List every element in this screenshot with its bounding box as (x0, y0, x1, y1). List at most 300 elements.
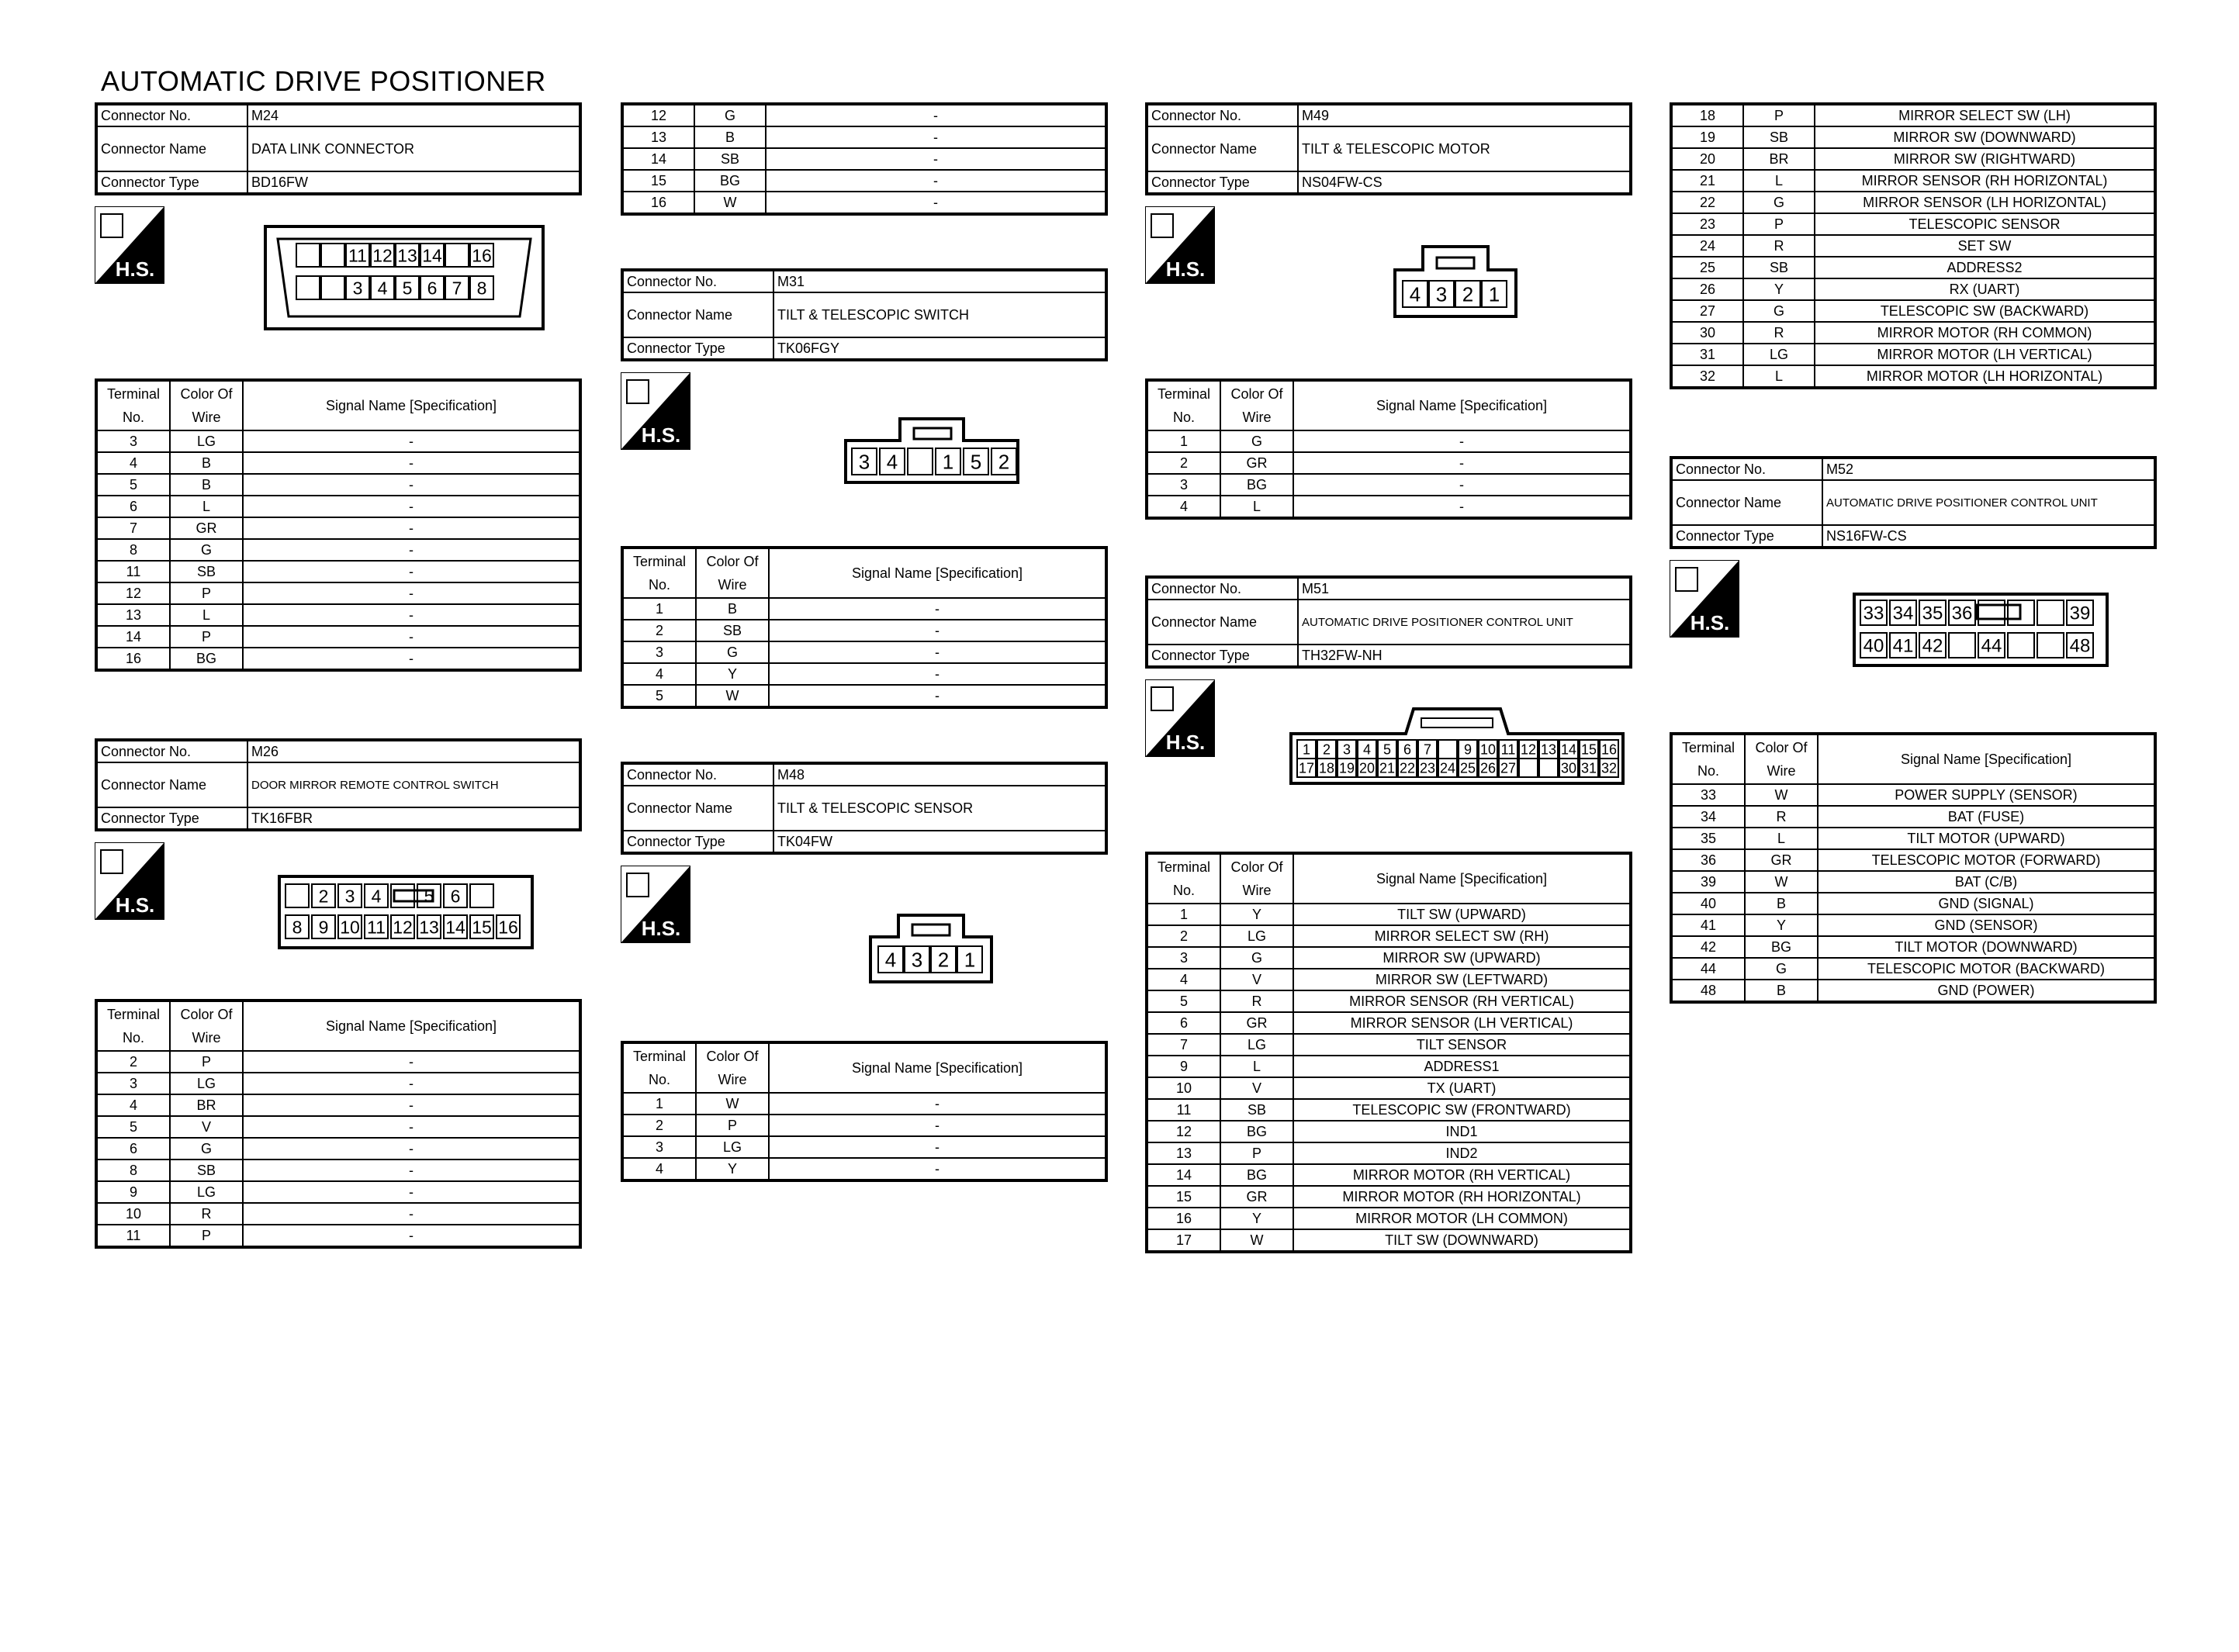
table-row (1147, 1099, 1631, 1121)
terminal-no-cell: 7 (1147, 1034, 1220, 1056)
signal-name-header: Signal Name [Specification] (769, 1042, 1106, 1093)
harness-side-icon (621, 866, 690, 943)
wire-color-cell: Y (696, 1158, 769, 1180)
color-of-wire-header: Color Of Wire (170, 1001, 243, 1051)
signal-name-cell: - (1293, 474, 1631, 496)
connector-pin-cell (1438, 740, 1457, 759)
terminal-no-cell: 3 (96, 1073, 170, 1094)
connector-m52-block (1670, 456, 2157, 1004)
table-row (96, 474, 580, 496)
signal-name-cell: - (769, 641, 1106, 663)
wire-color-cell: P (1743, 104, 1815, 126)
terminal-no-cell: 15 (1147, 1186, 1220, 1208)
table-row (622, 641, 1106, 663)
connector-type-value: BD16FW (247, 171, 580, 194)
connector-name-value: TILT & TELESCOPIC MOTOR (1298, 126, 1631, 171)
terminal-no-cell: 13 (96, 604, 170, 626)
color-of-wire-header: Color Of Wire (170, 380, 243, 430)
connector-m49-face (1393, 245, 1517, 318)
signal-name-cell: TELESCOPIC SW (BACKWARD) (1815, 300, 2155, 322)
connector-pin-number: 11 (348, 245, 367, 266)
connector-no-label: Connector No. (96, 104, 247, 126)
connector-name-label: Connector Name (1671, 480, 1822, 525)
connector-pin-number: 39 (2069, 603, 2091, 624)
terminal-no-cell: 19 (1671, 126, 1743, 148)
connector-pin-number: 3 (1342, 741, 1351, 758)
terminal-no-cell: 3 (622, 641, 696, 663)
connector-pin-number: 4 (1409, 282, 1421, 306)
connector-pin-number: 3 (858, 450, 870, 474)
connector-pin-number: 12 (393, 917, 413, 938)
terminal-no-cell: 11 (96, 561, 170, 582)
terminal-no-cell: 3 (96, 430, 170, 452)
connector-pin-number: 4 (884, 948, 897, 972)
wire-color-cell: BG (1220, 474, 1293, 496)
connector-pin-number: 5 (402, 278, 413, 299)
signal-name-cell: - (243, 430, 580, 452)
signal-name-cell: MIRROR SW (DOWNWARD) (1815, 126, 2155, 148)
signal-name-cell: - (769, 663, 1106, 685)
wire-color-cell: L (1743, 170, 1815, 192)
wire-color-cell: SB (1220, 1099, 1293, 1121)
connector-type-label: Connector Type (96, 171, 247, 194)
connector-pin-number: 13 (1540, 741, 1557, 758)
hs-label: H.S. (115, 257, 155, 281)
signal-name-cell: - (1293, 430, 1631, 452)
wire-color-cell: G (1743, 300, 1815, 322)
signal-name-cell: - (243, 648, 580, 670)
connector-pin-cell (445, 244, 469, 267)
connector-no-value: M24 (247, 104, 580, 126)
terminal-table (1670, 732, 2157, 1004)
connector-type-value: NS16FW-CS (1822, 525, 2155, 548)
hs-label: H.S. (1690, 611, 1730, 634)
terminal-no-cell: 2 (622, 620, 696, 641)
terminal-no-header: Terminal No. (1147, 853, 1220, 904)
connector-pin-number: 31 (1580, 760, 1597, 776)
table-row (1147, 1186, 1631, 1208)
table-row (1671, 936, 2155, 958)
connector-pin-number: 14 (422, 245, 442, 266)
table-row (96, 1116, 580, 1138)
wire-color-cell: P (1220, 1142, 1293, 1164)
wire-color-cell: B (1745, 980, 1818, 1002)
wire-color-cell: L (1745, 828, 1818, 849)
wire-color-cell: LG (170, 430, 243, 452)
signal-name-cell: SET SW (1815, 235, 2155, 257)
connector-pin-number: 13 (397, 245, 417, 266)
table-row (1147, 474, 1631, 496)
terminal-no-cell: 18 (1671, 104, 1743, 126)
table-row (96, 1181, 580, 1203)
connector-pin-cell (908, 448, 933, 475)
connector-type-value: TK04FW (773, 831, 1106, 853)
wire-color-cell: W (1745, 871, 1818, 893)
signal-name-cell: - (243, 604, 580, 626)
table-row (1147, 925, 1631, 947)
wire-color-cell: SB (694, 148, 766, 170)
connector-pin-cell (321, 244, 344, 267)
terminal-no-cell: 4 (96, 1094, 170, 1116)
connector-info-table (1670, 456, 2157, 549)
signal-name-cell: BAT (C/B) (1818, 871, 2155, 893)
terminal-no-cell: 31 (1671, 344, 1743, 365)
signal-name-cell: - (243, 474, 580, 496)
terminal-table (621, 546, 1108, 709)
terminal-no-cell: 14 (1147, 1164, 1220, 1186)
connector-pin-number: 5 (970, 450, 982, 474)
wire-color-cell: GR (1220, 452, 1293, 474)
signal-name-cell: IND2 (1293, 1142, 1631, 1164)
terminal-no-header: Terminal No. (1147, 380, 1220, 430)
wire-color-cell: V (170, 1116, 243, 1138)
table-row (96, 1051, 580, 1073)
connector-name-value: DATA LINK CONNECTOR (247, 126, 580, 171)
color-of-wire-header: Color Of Wire (1745, 734, 1818, 784)
hs-label: H.S. (641, 917, 681, 940)
signal-name-cell: - (243, 1203, 580, 1225)
connector-pin-number: 1 (1488, 282, 1500, 306)
connector-name-value: TILT & TELESCOPIC SENSOR (773, 786, 1106, 831)
connector-pin-number: 4 (886, 450, 898, 474)
wire-color-cell: SB (1743, 257, 1815, 278)
table-row (1671, 213, 2155, 235)
signal-name-header: Signal Name [Specification] (243, 380, 580, 430)
connector-m24-block (95, 102, 582, 672)
terminal-table (1145, 852, 1632, 1253)
terminal-no-cell: 39 (1671, 871, 1745, 893)
signal-name-cell: - (1293, 496, 1631, 518)
table-row (622, 620, 1106, 641)
connector-pin-number: 15 (1580, 741, 1597, 758)
terminal-no-cell: 16 (622, 192, 694, 214)
wire-color-cell: LG (696, 1136, 769, 1158)
signal-name-cell: - (1293, 452, 1631, 474)
connector-pin-number: 19 (1338, 760, 1355, 776)
connector-name-label: Connector Name (1147, 600, 1298, 645)
connector-pin-number: 34 (1892, 603, 1914, 624)
wire-color-cell: P (696, 1115, 769, 1136)
terminal-no-cell: 5 (1147, 990, 1220, 1012)
wire-color-cell: B (170, 452, 243, 474)
terminal-no-cell: 6 (96, 496, 170, 517)
table-row (622, 104, 1106, 126)
terminal-no-cell: 4 (1147, 496, 1220, 518)
table-row (1147, 1164, 1631, 1186)
terminal-no-cell: 34 (1671, 806, 1745, 828)
table-row (1671, 893, 2155, 914)
connector-pin-number: 8 (476, 278, 487, 299)
wire-color-cell: L (170, 496, 243, 517)
table-row (96, 1160, 580, 1181)
signal-name-cell: TELESCOPIC SW (FRONTWARD) (1293, 1099, 1631, 1121)
signal-name-cell: TILT SW (UPWARD) (1293, 904, 1631, 925)
signal-name-cell: MIRROR SENSOR (LH HORIZONTAL) (1815, 192, 2155, 213)
connector-type-value: TH32FW-NH (1298, 645, 1631, 667)
connector-m48-face (869, 914, 993, 983)
connector-pin-number: 2 (318, 886, 329, 907)
connector-pin-number: 3 (1435, 282, 1448, 306)
color-of-wire-header: Color Of Wire (1220, 853, 1293, 904)
signal-name-cell: MIRROR SELECT SW (RH) (1293, 925, 1631, 947)
wire-color-cell: SB (1743, 126, 1815, 148)
connector-no-label: Connector No. (622, 270, 773, 292)
wire-color-cell: P (170, 582, 243, 604)
terminal-no-cell: 3 (1147, 474, 1220, 496)
harness-side-icon (1670, 560, 1739, 638)
table-row (622, 685, 1106, 707)
connector-pin-number: 24 (1439, 760, 1456, 776)
terminal-no-header: Terminal No. (622, 548, 696, 598)
table-row (622, 663, 1106, 685)
hs-label: H.S. (641, 423, 681, 447)
table-row (622, 148, 1106, 170)
signal-name-cell: - (769, 685, 1106, 707)
connector-pin-number: 10 (1479, 741, 1497, 758)
wire-color-cell: R (170, 1203, 243, 1225)
connector-no-label: Connector No. (622, 763, 773, 786)
terminal-no-cell: 16 (96, 648, 170, 670)
signal-name-cell: - (769, 598, 1106, 620)
connector-m52-face (1853, 593, 2109, 667)
connector-info-table (621, 762, 1108, 855)
wire-color-cell: G (170, 539, 243, 561)
terminal-no-cell: 4 (622, 663, 696, 685)
signal-name-cell: - (243, 1138, 580, 1160)
wire-color-cell: R (1745, 806, 1818, 828)
connector-info-table (1145, 575, 1632, 669)
connector-pin-number: 20 (1358, 760, 1376, 776)
signal-name-cell: TILT MOTOR (DOWNWARD) (1818, 936, 2155, 958)
terminal-no-cell: 1 (1147, 430, 1220, 452)
signal-name-cell: MIRROR MOTOR (LH HORIZONTAL) (1815, 365, 2155, 388)
wire-color-cell: R (1743, 322, 1815, 344)
table-row (1147, 1077, 1631, 1099)
connector-pin-number: 3 (911, 948, 923, 972)
connector-pin-cell (2008, 633, 2034, 658)
wire-color-cell: Y (696, 663, 769, 685)
connector-m48-block (621, 762, 1108, 1182)
connector-pin-number: 14 (445, 917, 465, 938)
connector-pin-number: 2 (998, 450, 1010, 474)
wire-color-cell: GR (170, 517, 243, 539)
connector-m51-face (1289, 707, 1625, 785)
connector-type-label: Connector Type (96, 807, 247, 830)
terminal-no-cell: 4 (622, 1158, 696, 1180)
wire-color-cell: LG (1220, 925, 1293, 947)
terminal-no-cell: 7 (96, 517, 170, 539)
table-row (96, 452, 580, 474)
wire-color-cell: W (694, 192, 766, 214)
connector-pin-number: 7 (1423, 741, 1432, 758)
connector-pin-cell (1949, 633, 1975, 658)
terminal-no-cell: 2 (1147, 452, 1220, 474)
terminal-no-cell: 36 (1671, 849, 1745, 871)
connector-type-label: Connector Type (622, 831, 773, 853)
connector-m49-block (1145, 102, 1632, 520)
connector-pin-number: 27 (1500, 760, 1517, 776)
table-row (96, 517, 580, 539)
terminal-no-cell: 27 (1671, 300, 1743, 322)
signal-name-cell: - (769, 1158, 1106, 1180)
terminal-no-cell: 6 (1147, 1012, 1220, 1034)
table-row (1147, 1121, 1631, 1142)
connector-m24-face (264, 225, 545, 330)
connector-pin-number: 15 (472, 917, 492, 938)
signal-name-cell: ADDRESS2 (1815, 257, 2155, 278)
terminal-table (1145, 378, 1632, 520)
connector-pin-number: 6 (427, 278, 438, 299)
color-of-wire-header: Color Of Wire (696, 548, 769, 598)
connector-m51-continued-block (1670, 102, 2157, 389)
wire-color-cell: Y (1220, 1208, 1293, 1229)
connector-pin-number: 16 (1601, 741, 1618, 758)
table-row (1147, 496, 1631, 518)
terminal-table-continued (1670, 102, 2157, 389)
connector-type-label: Connector Type (1671, 525, 1822, 548)
signal-name-cell: POWER SUPPLY (SENSOR) (1818, 784, 2155, 806)
table-row (1671, 148, 2155, 170)
wire-color-cell: R (1743, 235, 1815, 257)
connector-pin-number: 2 (1322, 741, 1331, 758)
table-row (1671, 235, 2155, 257)
connector-pin-number: 36 (1951, 603, 1973, 624)
connector-name-value: TILT & TELESCOPIC SWITCH (773, 292, 1106, 337)
terminal-no-header: Terminal No. (96, 1001, 170, 1051)
signal-name-cell: MIRROR MOTOR (LH COMMON) (1293, 1208, 1631, 1229)
wire-color-cell: P (170, 1225, 243, 1247)
connector-pin-number: 30 (1560, 760, 1577, 776)
terminal-table (95, 378, 582, 672)
signal-name-cell: BAT (FUSE) (1818, 806, 2155, 828)
connector-info-table (621, 268, 1108, 361)
terminal-no-cell: 2 (622, 1115, 696, 1136)
connector-name-value: DOOR MIRROR REMOTE CONTROL SWITCH (247, 762, 580, 807)
signal-name-cell: GND (POWER) (1818, 980, 2155, 1002)
signal-name-cell: TELESCOPIC MOTOR (FORWARD) (1818, 849, 2155, 871)
connector-no-value: M52 (1822, 458, 2155, 480)
harness-side-icon (621, 372, 690, 450)
signal-name-cell: TILT SENSOR (1293, 1034, 1631, 1056)
table-row (1671, 828, 2155, 849)
connector-pin-cell (296, 244, 320, 267)
connector-pin-number: 41 (1892, 635, 1914, 657)
table-row (622, 1158, 1106, 1180)
connector-pin-number: 12 (372, 245, 393, 266)
terminal-no-cell: 2 (96, 1051, 170, 1073)
terminal-no-cell: 11 (1147, 1099, 1220, 1121)
connector-name-label: Connector Name (622, 786, 773, 831)
connector-pin-number: 32 (1601, 760, 1618, 776)
table-row (1671, 871, 2155, 893)
signal-name-cell: MIRROR SW (RIGHTWARD) (1815, 148, 2155, 170)
connector-m26-continued-block (621, 102, 1108, 216)
terminal-no-cell: 12 (96, 582, 170, 604)
terminal-no-cell: 26 (1671, 278, 1743, 300)
wire-color-cell: L (170, 604, 243, 626)
wire-color-cell: BR (170, 1094, 243, 1116)
table-row (1671, 365, 2155, 388)
terminal-no-cell: 6 (96, 1138, 170, 1160)
signal-name-cell: GND (SENSOR) (1818, 914, 2155, 936)
table-row (96, 582, 580, 604)
wire-color-cell: Y (1743, 278, 1815, 300)
table-row (1147, 947, 1631, 969)
signal-name-header: Signal Name [Specification] (1293, 380, 1631, 430)
connector-type-value: TK16FBR (247, 807, 580, 830)
connector-pin-number: 4 (377, 278, 388, 299)
table-row (1671, 344, 2155, 365)
connector-pin-number: 11 (367, 917, 386, 938)
table-row (96, 496, 580, 517)
wire-color-cell: W (696, 1093, 769, 1115)
wire-color-cell: SB (696, 620, 769, 641)
harness-side-icon (1145, 679, 1215, 757)
table-row (1671, 126, 2155, 148)
connector-pin-number: 7 (452, 278, 462, 299)
connector-pin-number: 6 (1403, 741, 1412, 758)
signal-name-cell: - (766, 148, 1106, 170)
terminal-no-cell: 17 (1147, 1229, 1220, 1252)
terminal-no-cell: 14 (96, 626, 170, 648)
terminal-no-cell: 22 (1671, 192, 1743, 213)
wire-color-cell: G (1743, 192, 1815, 213)
connector-pin-number: 5 (1383, 741, 1392, 758)
signal-name-cell: - (243, 452, 580, 474)
signal-name-header: Signal Name [Specification] (769, 548, 1106, 598)
terminal-no-cell: 12 (1147, 1121, 1220, 1142)
table-row (1671, 104, 2155, 126)
connector-no-label: Connector No. (1147, 104, 1298, 126)
wire-color-cell: G (694, 104, 766, 126)
connector-name-label: Connector Name (622, 292, 773, 337)
harness-side-icon (95, 842, 164, 920)
terminal-no-cell: 1 (622, 1093, 696, 1115)
connector-no-label: Connector No. (96, 740, 247, 762)
wire-color-cell: W (1745, 784, 1818, 806)
connector-no-value: M49 (1298, 104, 1631, 126)
signal-name-cell: - (243, 517, 580, 539)
table-row (1671, 784, 2155, 806)
connector-pin-number: 5 (424, 886, 434, 907)
connector-pin-cell (2037, 600, 2064, 625)
table-row (1671, 257, 2155, 278)
wire-color-cell: Y (1220, 904, 1293, 925)
terminal-no-cell: 24 (1671, 235, 1743, 257)
signal-name-cell: MIRROR SW (UPWARD) (1293, 947, 1631, 969)
terminal-no-cell: 13 (622, 126, 694, 148)
wire-color-cell: BG (694, 170, 766, 192)
wire-color-cell: BG (170, 648, 243, 670)
connector-no-value: M31 (773, 270, 1106, 292)
table-row (1147, 990, 1631, 1012)
signal-name-cell: - (766, 126, 1106, 148)
table-row (1147, 452, 1631, 474)
terminal-no-cell: 35 (1671, 828, 1745, 849)
signal-name-cell: MIRROR SENSOR (LH VERTICAL) (1293, 1012, 1631, 1034)
signal-name-cell: TELESCOPIC MOTOR (BACKWARD) (1818, 958, 2155, 980)
connector-pin-number: 14 (1560, 741, 1577, 758)
table-row (1671, 300, 2155, 322)
connector-pin-number: 42 (1922, 635, 1943, 657)
connector-m26-face (278, 875, 534, 949)
wire-color-cell: P (1743, 213, 1815, 235)
connector-pin-cell (2037, 633, 2064, 658)
wire-color-cell: LG (170, 1181, 243, 1203)
terminal-no-cell: 5 (96, 474, 170, 496)
connector-pin-number: 25 (1459, 760, 1476, 776)
connector-pin-number: 11 (1500, 741, 1516, 758)
